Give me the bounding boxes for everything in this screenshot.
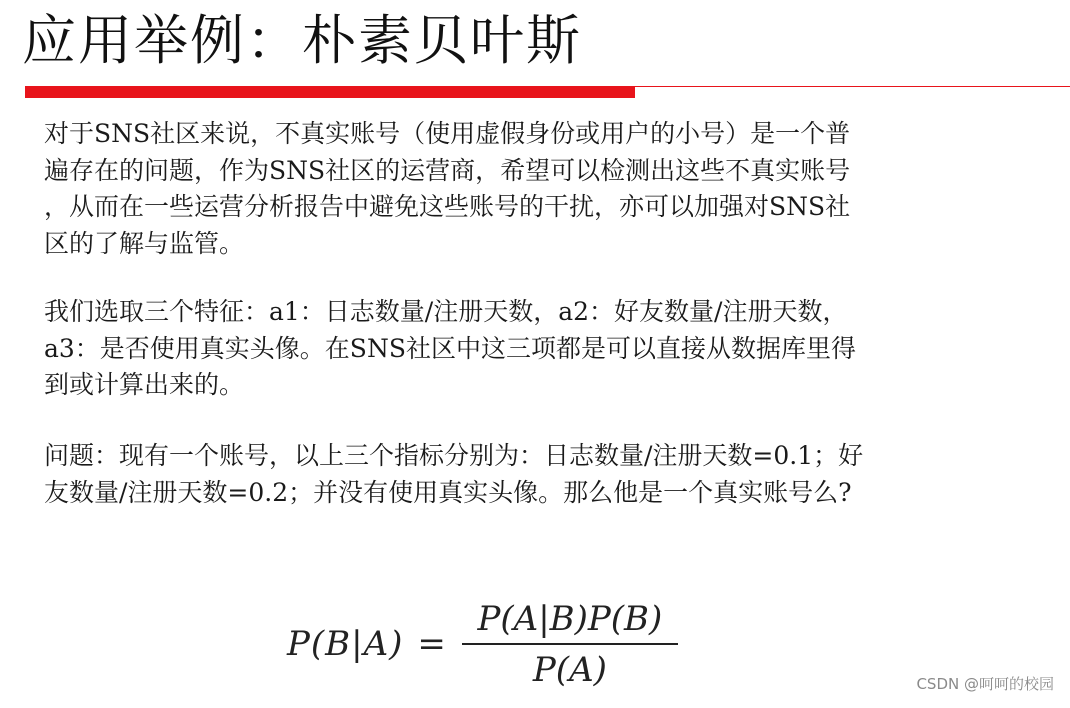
bayes-formula: [287, 596, 678, 692]
features-paragraph: [44, 294, 1029, 404]
title-underline-thin: [635, 86, 1070, 87]
title-underline-thick: [25, 86, 635, 98]
paragraph-line: ，从而在一些运营分析报告中避免这些账号的干扰，亦可以加强对SNS社: [44, 192, 851, 221]
formula-lhs: P(B|A): [287, 624, 404, 664]
formula-denominator: P(A): [532, 649, 607, 690]
paragraph-line: 我们选取三个特征：a1：日志数量/注册天数，a2：好友数量/注册天数，: [44, 297, 848, 326]
intro-paragraph: [44, 116, 1029, 262]
paragraph-line: 区的了解与监管。: [44, 228, 245, 258]
fraction-bar: [462, 643, 678, 645]
paragraph-line: 遍存在的问题，作为SNS社区的运营商，希望可以检测出这些不真实账号: [44, 155, 851, 185]
paragraph-line: 到或计算出来的。: [44, 370, 245, 399]
csdn-watermark: CSDN @呵呵的校园: [916, 675, 1054, 693]
formula-fraction: [462, 598, 678, 691]
paragraph-line: 问题：现有一个账号，以上三个指标分别为：日志数量/注册天数=0.1；好: [44, 441, 864, 470]
formula-numerator: P(A|B)P(B): [477, 598, 663, 639]
slide-title: 应用举例：朴素贝叶斯: [22, 9, 582, 72]
paragraph-line: 友数量/注册天数=0.2；并没有使用真实头像。那么他是一个真实账号么?: [44, 477, 852, 507]
paragraph-line: 对于SNS社区来说，不真实账号（使用虚假身份或用户的小号）是一个普: [44, 119, 851, 148]
question-paragraph: [44, 438, 1029, 511]
paragraph-line: a3：是否使用真实头像。在SNS社区中这三项都是可以直接从数据库里得: [44, 333, 856, 363]
formula-equals: =: [417, 624, 446, 664]
